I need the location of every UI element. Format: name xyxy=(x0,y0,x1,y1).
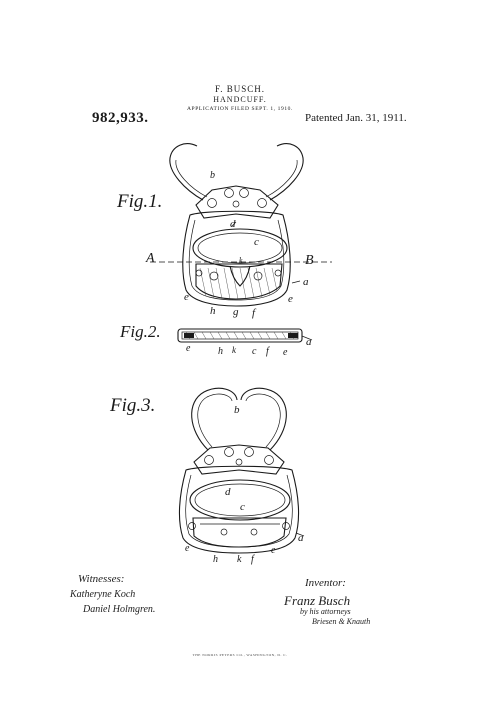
attorneys-line: by his attorneys xyxy=(300,607,351,616)
witnesses-label: Witnesses: xyxy=(78,573,125,585)
fig2-label-h: h xyxy=(218,346,223,357)
fig3-label: Fig.3. xyxy=(110,395,156,416)
fig2-section-bar xyxy=(178,329,302,342)
inventor-label: Inventor: xyxy=(305,577,346,589)
inventor-name: F. BUSCH. xyxy=(214,84,266,94)
fig3-label-b: b xyxy=(234,404,240,416)
figure-3 xyxy=(179,388,304,553)
fig1-label-a: a xyxy=(303,276,309,288)
witness-signature-2: Daniel Holmgren. xyxy=(83,604,156,615)
fig1-label-B: B xyxy=(305,253,314,268)
fig3-label-e-left: e xyxy=(185,543,190,554)
inventor-signature: Franz Busch xyxy=(284,593,351,608)
fig2-label-k: k xyxy=(232,345,236,355)
fig1-label-f: f xyxy=(252,307,256,319)
attorneys-name: Briesen & Knauth xyxy=(312,617,371,626)
fig1-label-h: h xyxy=(210,305,216,317)
fig2-label: Fig.2. xyxy=(120,322,161,341)
fig3-body xyxy=(179,466,298,553)
fig1-label-g: g xyxy=(233,306,239,318)
figure-2 xyxy=(178,329,312,342)
fig1-label-k: k xyxy=(239,256,243,265)
fig1-label-e-right: e xyxy=(288,293,293,305)
fig3-oval-opening xyxy=(190,480,290,520)
fig2-label-e-left: e xyxy=(186,343,191,354)
fig1-label-e-left: e xyxy=(184,291,189,303)
invention-title: HANDCUFF. xyxy=(213,95,267,104)
fig1-label-c: c xyxy=(254,236,259,248)
fig3-label-f: f xyxy=(251,554,254,565)
fig3-label-c: c xyxy=(240,501,245,513)
printer-footer: THE NORRIS PETERS CO., WASHINGTON, D. C. xyxy=(192,653,288,657)
fig3-label-k: k xyxy=(237,554,242,565)
fig1-label: Fig.1. xyxy=(117,191,163,212)
patent-date: Patented Jan. 31, 1911. xyxy=(305,112,407,124)
fig2-label-f: f xyxy=(266,346,269,357)
application-filed: APPLICATION FILED SEPT. 1, 1910. xyxy=(186,106,294,112)
fig1-label-A: A xyxy=(146,251,155,266)
fig1-label-d: d xyxy=(230,218,236,230)
fig2-label-e-right: e xyxy=(283,347,288,358)
fig1-label-b: b xyxy=(210,170,215,181)
patent-number: 982,933. xyxy=(92,110,149,126)
fig3-label-e-right: e xyxy=(271,545,276,556)
fig3-label-a: a xyxy=(298,532,304,544)
fig2-label-c: c xyxy=(252,346,257,357)
fig3-label-d: d xyxy=(225,486,231,498)
fig2-label-a: a xyxy=(306,336,312,348)
fig3-label-h: h xyxy=(213,554,218,565)
witness-signature-1: Katheryne Koch xyxy=(70,589,136,600)
